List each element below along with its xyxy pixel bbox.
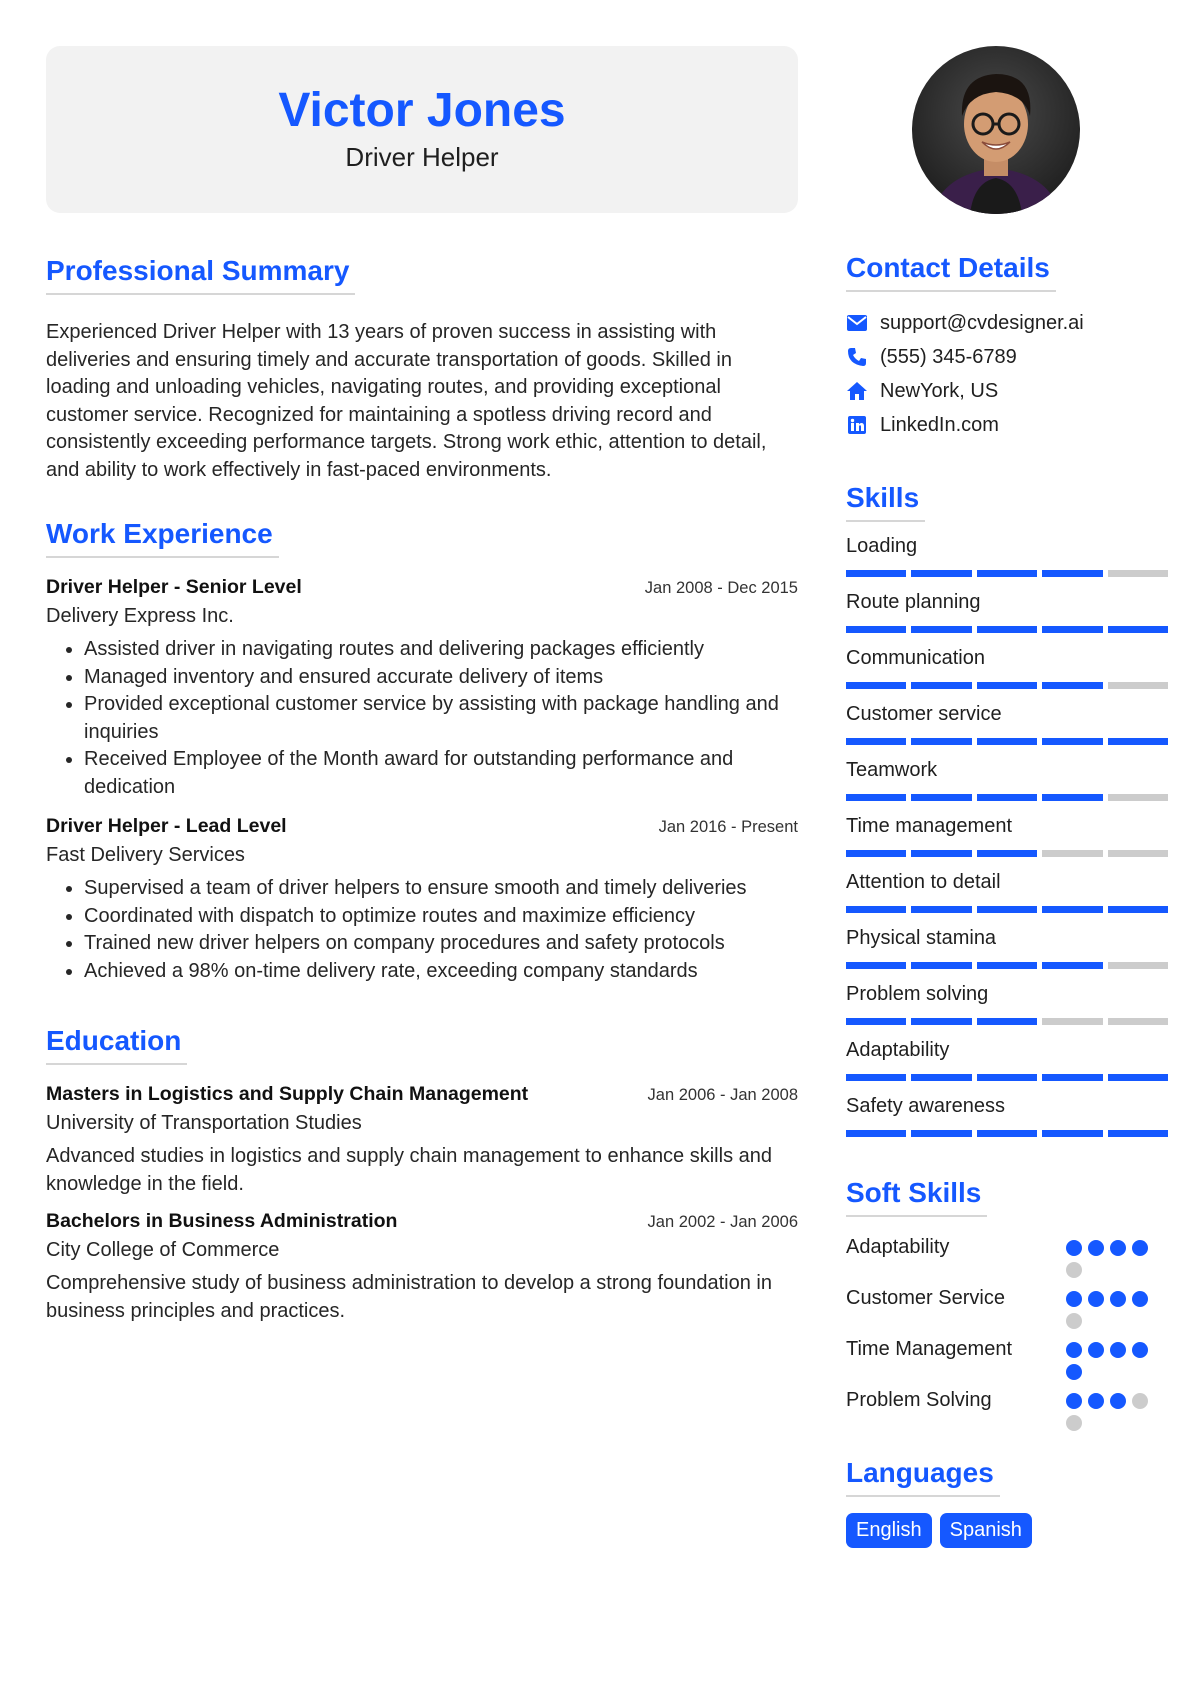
rating-dot	[1110, 1291, 1126, 1307]
rating-dot	[1110, 1393, 1126, 1409]
skill-level-segment	[846, 794, 906, 801]
rating-dot	[1066, 1342, 1082, 1358]
skill-name: Problem solving	[846, 983, 989, 1005]
skill-level-segment	[1108, 794, 1168, 801]
skill-level-segment	[1108, 962, 1168, 969]
rating-dot	[1066, 1393, 1082, 1409]
degree-title: Bachelors in Business Administration	[46, 1210, 398, 1232]
skill-level-bar	[846, 906, 1168, 913]
soft-skill-item	[846, 1233, 1170, 1278]
languages-section	[846, 1457, 1170, 1548]
main-column	[46, 46, 798, 1325]
skill-level-bar	[846, 682, 1168, 689]
skill-level-segment	[911, 794, 971, 801]
rating-dot	[1132, 1393, 1148, 1409]
contact-email[interactable]	[846, 306, 1170, 340]
contact-heading: Contact Details	[846, 252, 1056, 292]
skill-level-bar	[846, 738, 1168, 745]
job-bullet: • Received Employee of the Month award for outstanding performance and dedication	[84, 746, 798, 801]
contact-linkedin[interactable]	[846, 408, 1170, 442]
rating-dot	[1132, 1240, 1148, 1256]
soft-skill-name: Customer Service	[846, 1287, 1005, 1309]
skill-level-segment	[846, 738, 906, 745]
soft-skills-section	[846, 1177, 1170, 1431]
job-title: Driver Helper - Senior Level	[46, 576, 302, 598]
skill-level-bar	[846, 850, 1168, 857]
skill-level-segment	[1108, 1018, 1168, 1025]
skill-item	[846, 588, 1170, 633]
skill-level-segment	[911, 962, 971, 969]
rating-dot	[1066, 1240, 1082, 1256]
job-company: Delivery Express Inc.	[46, 605, 234, 627]
contact-linkedin-text: LinkedIn.com	[880, 413, 999, 436]
skill-level-segment	[911, 1130, 971, 1137]
home-icon	[846, 380, 868, 402]
contact-phone-text: (555) 345-6789	[880, 345, 1017, 368]
skill-level-segment	[977, 794, 1037, 801]
skill-level-segment	[977, 570, 1037, 577]
rating-dot	[1066, 1364, 1082, 1380]
skill-level-bar	[846, 1130, 1168, 1137]
job-title: Driver Helper - Lead Level	[46, 815, 287, 837]
soft-skill-rating	[1066, 1386, 1156, 1431]
candidate-role: Driver Helper	[345, 142, 499, 173]
skill-level-segment	[911, 906, 971, 913]
education-date: Jan 2002 - Jan 2006	[647, 1213, 798, 1231]
education-heading: Education	[46, 1025, 187, 1065]
job-bullet: • Provided exceptional customer service by assisting with package handling and inquiries	[84, 691, 798, 746]
rating-dot	[1132, 1342, 1148, 1358]
skill-level-segment	[911, 1018, 971, 1025]
job-date: Jan 2016 - Present	[658, 818, 798, 836]
job-bullet: • Coordinated with dispatch to optimize routes and maximize efficiency	[84, 903, 798, 931]
soft-skill-name: Adaptability	[846, 1236, 950, 1258]
soft-skill-item	[846, 1335, 1170, 1380]
skill-level-segment	[1042, 1018, 1102, 1025]
skill-item	[846, 1036, 1170, 1081]
skill-item	[846, 700, 1170, 745]
skill-item	[846, 980, 1170, 1025]
skill-level-segment	[846, 962, 906, 969]
skill-level-segment	[846, 850, 906, 857]
skill-level-segment	[977, 738, 1037, 745]
work-section	[46, 518, 798, 985]
job-bullets	[46, 636, 798, 801]
rating-dot	[1066, 1262, 1082, 1278]
skill-level-segment	[1042, 1074, 1102, 1081]
work-heading: Work Experience	[46, 518, 279, 558]
skill-level-bar	[846, 626, 1168, 633]
skill-level-segment	[911, 850, 971, 857]
languages-heading: Languages	[846, 1457, 1000, 1497]
avatar-illustration	[912, 46, 1080, 214]
soft-skill-rating	[1066, 1335, 1156, 1380]
skill-item	[846, 868, 1170, 913]
skill-level-segment	[977, 626, 1037, 633]
rating-dot	[1066, 1291, 1082, 1307]
skill-level-bar	[846, 962, 1168, 969]
contact-location	[846, 374, 1170, 408]
language-chip: English	[846, 1513, 932, 1548]
skill-item	[846, 1092, 1170, 1137]
skill-level-segment	[911, 1074, 971, 1081]
candidate-name: Victor Jones	[278, 83, 566, 137]
skill-level-segment	[1042, 682, 1102, 689]
skill-level-segment	[1042, 962, 1102, 969]
job-bullet: • Achieved a 98% on-time delivery rate, exceeding company standards	[84, 958, 798, 986]
skill-item	[846, 812, 1170, 857]
header-card	[46, 46, 798, 213]
job-bullets	[46, 875, 798, 985]
summary-text: Experienced Driver Helper with 13 years of proven success in assisting with deliveries and ensuring timely and accurate transportation of goods. Skilled in loading and unloading vehicles, navigating routes, and providing exceptional customer service. Recognized for maintaining a spotless driving record and consistently exceeding performance targets. Strong work ethic, attention to detail, and ability to work effectively in fast-paced environments.	[46, 321, 767, 481]
education-description: Comprehensive study of business administration to develop a strong foundation in business principles and practices.	[46, 1272, 772, 1322]
skill-level-segment	[1108, 850, 1168, 857]
skills-section	[846, 482, 1170, 1137]
skill-name: Attention to detail	[846, 871, 1001, 893]
skill-level-segment	[1108, 626, 1168, 633]
job-bullet: • Supervised a team of driver helpers to ensure smooth and timely deliveries	[84, 875, 798, 903]
contact-email-text: support@cvdesigner.ai	[880, 311, 1084, 334]
education-description: Advanced studies in logistics and supply chain management to enhance skills and knowledge in the field.	[46, 1145, 772, 1195]
job-company: Fast Delivery Services	[46, 844, 245, 866]
rating-dot	[1088, 1291, 1104, 1307]
skill-level-segment	[1042, 906, 1102, 913]
rating-dot	[1110, 1342, 1126, 1358]
soft-skill-name: Time Management	[846, 1338, 1012, 1360]
job-bullet: • Assisted driver in navigating routes and delivering packages efficiently	[84, 636, 798, 664]
skill-level-bar	[846, 570, 1168, 577]
skill-item	[846, 532, 1170, 577]
education-entry	[46, 1210, 798, 1325]
job-entry	[46, 815, 798, 985]
job-bullet: • Managed inventory and ensured accurate delivery of items	[84, 664, 798, 692]
skill-name: Physical stamina	[846, 927, 997, 949]
skill-level-segment	[846, 626, 906, 633]
sidebar-column	[846, 46, 1170, 1548]
skill-level-segment	[1108, 1074, 1168, 1081]
contact-section	[846, 252, 1170, 442]
skill-level-segment	[911, 626, 971, 633]
skills-list	[846, 532, 1170, 1137]
skill-level-bar	[846, 1018, 1168, 1025]
phone-icon	[846, 346, 868, 368]
soft-skill-name: Problem Solving	[846, 1389, 992, 1411]
summary-section	[46, 255, 798, 484]
skill-level-segment	[977, 1130, 1037, 1137]
soft-skill-item	[846, 1284, 1170, 1329]
school-name: City College of Commerce	[46, 1239, 280, 1261]
skill-level-segment	[1042, 850, 1102, 857]
education-section	[46, 1025, 798, 1325]
degree-title: Masters in Logistics and Supply Chain Management	[46, 1083, 529, 1105]
skill-item	[846, 756, 1170, 801]
rating-dot	[1088, 1393, 1104, 1409]
skill-level-segment	[846, 1018, 906, 1025]
skill-level-segment	[846, 1074, 906, 1081]
skill-item	[846, 924, 1170, 969]
rating-dot	[1066, 1313, 1082, 1329]
skill-level-segment	[911, 570, 971, 577]
rating-dot	[1066, 1415, 1082, 1431]
skill-level-segment	[846, 682, 906, 689]
skill-level-bar	[846, 794, 1168, 801]
contact-location-text: NewYork, US	[880, 379, 999, 402]
rating-dot	[1088, 1240, 1104, 1256]
education-entry	[46, 1083, 798, 1198]
skill-name: Customer service	[846, 703, 1002, 725]
skill-level-segment	[911, 738, 971, 745]
skill-name: Route planning	[846, 591, 981, 613]
skill-level-segment	[1042, 570, 1102, 577]
skill-name: Adaptability	[846, 1039, 950, 1061]
soft-skill-rating	[1066, 1284, 1156, 1329]
skill-level-segment	[1042, 626, 1102, 633]
skills-heading: Skills	[846, 482, 925, 522]
skill-name: Loading	[846, 535, 918, 557]
skill-level-bar	[846, 1074, 1168, 1081]
skill-level-segment	[977, 850, 1037, 857]
skill-level-segment	[977, 1018, 1037, 1025]
soft-skill-item	[846, 1386, 1170, 1431]
skill-level-segment	[1108, 570, 1168, 577]
education-date: Jan 2006 - Jan 2008	[647, 1086, 798, 1104]
languages-list	[846, 1513, 1170, 1548]
skill-item	[846, 644, 1170, 689]
school-name: University of Transportation Studies	[46, 1112, 362, 1134]
skill-name: Safety awareness	[846, 1095, 1005, 1117]
skill-level-segment	[846, 570, 906, 577]
skill-level-segment	[1042, 738, 1102, 745]
skill-name: Time management	[846, 815, 1012, 837]
rating-dot	[1110, 1240, 1126, 1256]
envelope-icon	[846, 312, 868, 334]
profile-photo	[912, 46, 1080, 214]
skill-level-segment	[846, 906, 906, 913]
skill-level-segment	[977, 906, 1037, 913]
skill-level-segment	[1042, 794, 1102, 801]
soft-skills-heading: Soft Skills	[846, 1177, 987, 1217]
skill-level-segment	[977, 962, 1037, 969]
skill-level-segment	[1108, 738, 1168, 745]
job-bullet: • Trained new driver helpers on company procedures and safety protocols	[84, 930, 798, 958]
skill-level-segment	[1108, 906, 1168, 913]
skill-level-segment	[1042, 1130, 1102, 1137]
summary-heading: Professional Summary	[46, 255, 355, 295]
rating-dot	[1132, 1291, 1148, 1307]
job-date: Jan 2008 - Dec 2015	[644, 579, 798, 597]
skill-level-segment	[977, 682, 1037, 689]
skill-level-segment	[977, 1074, 1037, 1081]
skill-name: Teamwork	[846, 759, 938, 781]
job-entry	[46, 576, 798, 801]
language-chip: Spanish	[940, 1513, 1032, 1548]
rating-dot	[1088, 1342, 1104, 1358]
skill-level-segment	[846, 1130, 906, 1137]
contact-phone[interactable]	[846, 340, 1170, 374]
soft-skills-list	[846, 1233, 1170, 1431]
skill-name: Communication	[846, 647, 985, 669]
soft-skill-rating	[1066, 1233, 1156, 1278]
linkedin-icon	[846, 414, 868, 436]
skill-level-segment	[1108, 682, 1168, 689]
skill-level-segment	[1108, 1130, 1168, 1137]
skill-level-segment	[911, 682, 971, 689]
